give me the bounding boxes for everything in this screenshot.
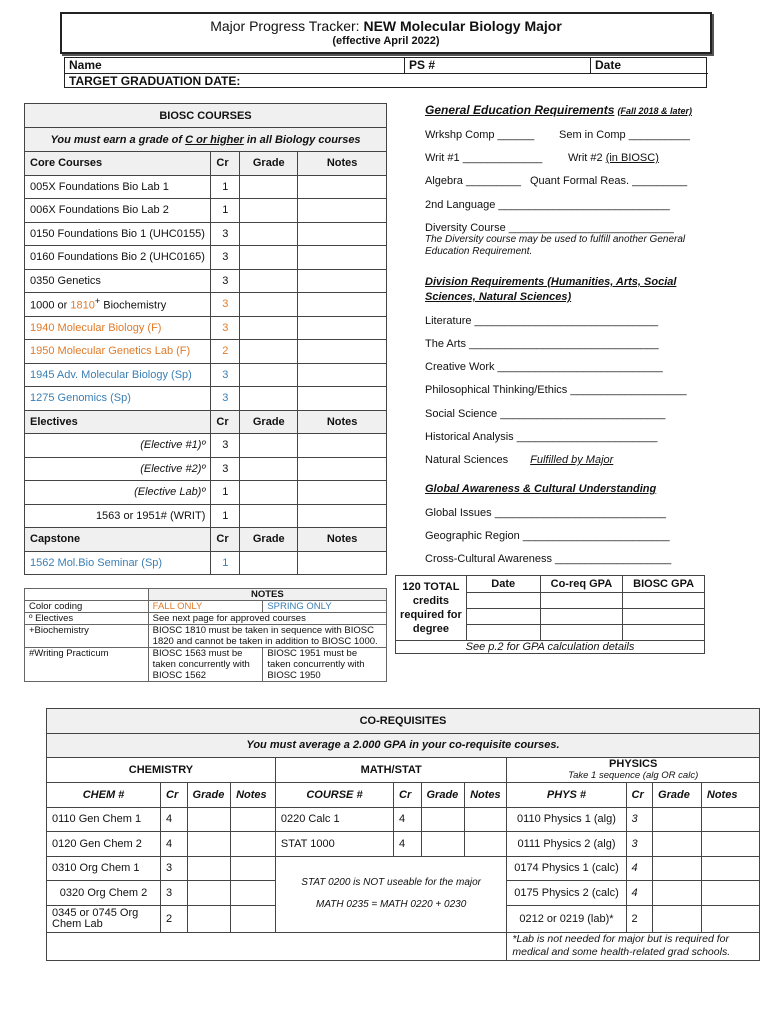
date-field[interactable]: Date	[591, 58, 708, 74]
second-language[interactable]: 2nd Language ____________________________	[425, 199, 670, 211]
global-issues[interactable]: Global Issues ____________________________	[425, 507, 666, 519]
the-arts[interactable]: The Arts _______________________________	[425, 338, 659, 350]
table-cell[interactable]	[701, 807, 759, 832]
name-field[interactable]: Name	[65, 58, 405, 74]
table-cell: MATH/STAT	[275, 758, 507, 783]
table-row	[25, 340, 387, 364]
table-cell: 4	[161, 832, 187, 857]
historical-analysis[interactable]: Historical Analysis _______________________	[425, 431, 658, 443]
table-row	[25, 434, 387, 458]
table-cell: CHEM #	[47, 783, 161, 808]
table-cell[interactable]	[540, 609, 623, 625]
table-row	[25, 175, 387, 199]
table-cell[interactable]	[298, 340, 387, 364]
table-cell[interactable]	[240, 269, 298, 293]
table-cell[interactable]	[653, 807, 702, 832]
table-cell: 006X Foundations Bio Lab 2	[25, 199, 211, 223]
table-cell: Notes	[298, 528, 387, 552]
table-cell[interactable]	[187, 832, 231, 857]
table-cell[interactable]	[466, 625, 540, 641]
table-cell: Grade	[187, 783, 231, 808]
literature[interactable]: Literature ______________________________	[425, 315, 659, 327]
table-cell[interactable]	[187, 881, 231, 906]
table-cell: 3	[211, 457, 240, 481]
table-cell: º Electives	[25, 613, 149, 625]
table-cell: Notes	[298, 152, 387, 176]
geographic-region[interactable]: Geographic Region ________________________	[425, 530, 670, 542]
table-cell: BIOSC GPA	[623, 576, 705, 593]
table-cell[interactable]	[298, 504, 387, 528]
table-cell[interactable]	[623, 609, 705, 625]
table-cell: 1945 Adv. Molecular Biology (Sp)	[25, 363, 211, 387]
coreq-note: You must average a 2.000 GPA in your co-requisite courses.	[47, 733, 760, 758]
table-cell: 0212 or 0219 (lab)*	[507, 905, 626, 932]
table-cell[interactable]	[298, 269, 387, 293]
table-cell: +Biochemistry	[25, 625, 149, 648]
table-cell[interactable]	[298, 246, 387, 270]
table-cell: Cr	[211, 152, 240, 176]
table-row	[25, 457, 387, 481]
electives-header	[25, 410, 387, 434]
table-cell[interactable]	[231, 905, 276, 932]
table-cell: STAT 0200 is NOT useable for the major MATH 0235 = MATH 0220 + 0230	[275, 856, 507, 932]
table-cell: Grade	[240, 152, 298, 176]
table-cell[interactable]	[240, 457, 298, 481]
table-cell[interactable]	[298, 434, 387, 458]
table-cell: 1	[211, 551, 240, 575]
table-cell[interactable]	[701, 856, 759, 881]
table-cell: 3	[626, 807, 652, 832]
table-cell[interactable]	[653, 832, 702, 857]
table-cell[interactable]	[240, 199, 298, 223]
table-cell: See next page for approved courses	[148, 613, 386, 625]
table-cell[interactable]	[701, 905, 759, 932]
table-cell: 0220 Calc 1	[275, 807, 393, 832]
table-cell: 3	[211, 434, 240, 458]
table-cell[interactable]	[298, 316, 387, 340]
table-cell: 1563 or 1951# (WRIT)	[25, 504, 211, 528]
table-cell[interactable]	[231, 881, 276, 906]
gen-ed-section: General Education Requirements (Fall 2018 & later) Wrkshp Comp ______ Sem in Comp __________ Writ #1 _____________ Writ #2 (in BIOSC) Algebra _________ Quant Formal Reas. _________ 2nd Language ____________________________ Diversity Course ___________________________ The Diversity course may be used to fulfill another General Education Requirement. Division Requirements (Humanities, Arts, Social Sciences, Natural Sciences) Literature ______________________________ The Arts _______________________________ Creative Work ___________________________ Philosophical Thinking/Ethics ___________________ Social Science ___________________________ Historical Analysis _______________________ Natural Sciences Fulfilled by Major Global Awareness & Cultural Understanding Global Issues ____________________________ Geographic Region ________________________ Cross-Cultural Awareness ___________________	[425, 103, 725, 583]
table-cell: 3	[211, 387, 240, 411]
table-row	[25, 387, 387, 411]
table-cell[interactable]	[298, 551, 387, 575]
table-cell: 1	[211, 175, 240, 199]
table-cell: FALL ONLY	[148, 601, 263, 613]
table-cell: Cr	[161, 783, 187, 808]
table-cell[interactable]	[231, 832, 276, 857]
table-cell[interactable]	[240, 340, 298, 364]
natural-sciences: Natural Sciences Fulfilled by Major	[425, 454, 614, 466]
table-cell: 1	[211, 504, 240, 528]
table-row	[47, 832, 760, 857]
core-header	[25, 152, 387, 176]
table-cell: Electives	[25, 410, 211, 434]
table-cell: 0160 Foundations Bio 2 (UHC0165)	[25, 246, 211, 270]
gpa-table	[395, 575, 705, 654]
table-row	[25, 293, 387, 317]
table-cell: Color coding	[25, 601, 149, 613]
algebra[interactable]: Algebra _________	[425, 175, 522, 187]
page-title: Major Progress Tracker: NEW Molecular Biology Major	[210, 18, 562, 34]
table-cell[interactable]	[240, 175, 298, 199]
table-cell: Notes	[298, 410, 387, 434]
table-cell: Cr	[626, 783, 652, 808]
sem-in-comp[interactable]: Sem in Comp __________	[559, 129, 690, 141]
global-title: Global Awareness & Cultural Understanding	[425, 483, 657, 495]
table-cell: 0120 Gen Chem 2	[47, 832, 161, 857]
student-info	[64, 57, 707, 88]
table-cell[interactable]	[623, 593, 705, 609]
gen-ed-title: General Education Requirements	[425, 103, 615, 117]
table-cell: 1940 Molecular Biology (F)	[25, 316, 211, 340]
table-cell[interactable]	[298, 481, 387, 505]
table-cell[interactable]	[466, 593, 540, 609]
table-cell: SPRING ONLY	[263, 601, 387, 613]
table-cell: PHYSICS Take 1 sequence (alg OR calc)	[507, 758, 760, 783]
table-cell[interactable]	[240, 316, 298, 340]
table-cell: Co-req GPA	[540, 576, 623, 593]
table-cell[interactable]	[298, 222, 387, 246]
table-cell[interactable]	[298, 199, 387, 223]
writ-1[interactable]: Writ #1 _____________	[425, 152, 543, 164]
table-cell: 0320 Org Chem 2	[47, 881, 161, 906]
table-cell: Notes	[465, 783, 507, 808]
phys-lab-note: *Lab is not needed for major but is required for medical and some health-related grad schools.	[507, 932, 760, 960]
table-cell: 0150 Foundations Bio 1 (UHC0155)	[25, 222, 211, 246]
table-cell[interactable]	[240, 551, 298, 575]
table-cell[interactable]	[240, 246, 298, 270]
title-box	[60, 12, 712, 54]
table-row	[25, 222, 387, 246]
table-cell[interactable]	[298, 175, 387, 199]
table-cell: Capstone	[25, 528, 211, 552]
table-cell[interactable]	[298, 387, 387, 411]
table-cell: BIOSC 1563 must be taken concurrently with BIOSC 1562	[148, 648, 263, 682]
division-title: Division Requirements (Humanities, Arts, Social Sciences, Natural Sciences)	[425, 276, 677, 303]
biosc-table	[24, 103, 387, 575]
table-row	[25, 363, 387, 387]
target-graduation[interactable]: TARGET GRADUATION DATE:	[69, 74, 241, 88]
table-cell: 3	[161, 856, 187, 881]
table-row	[25, 481, 387, 505]
table-cell: 4	[394, 832, 421, 857]
table-cell[interactable]	[653, 856, 702, 881]
table-cell[interactable]	[465, 832, 507, 857]
cross-cultural[interactable]: Cross-Cultural Awareness ___________________	[425, 553, 672, 565]
table-cell[interactable]	[623, 625, 705, 641]
table-cell: Grade	[240, 528, 298, 552]
table-cell[interactable]	[701, 832, 759, 857]
table-cell: STAT 1000	[275, 832, 393, 857]
table-cell[interactable]	[187, 905, 231, 932]
notes-title: NOTES	[148, 589, 386, 601]
table-cell: Cr	[394, 783, 421, 808]
table-cell[interactable]	[187, 807, 231, 832]
table-cell: (Elective #2)º	[25, 457, 211, 481]
table-cell: 005X Foundations Bio Lab 1	[25, 175, 211, 199]
table-row	[47, 807, 760, 832]
table-cell[interactable]	[298, 457, 387, 481]
table-row	[25, 504, 387, 528]
table-cell: (Elective Lab)º	[25, 481, 211, 505]
capstone-header	[25, 528, 387, 552]
table-cell: 2	[211, 340, 240, 364]
table-cell: 3	[626, 832, 652, 857]
table-cell: 4	[161, 807, 187, 832]
table-cell[interactable]	[298, 363, 387, 387]
table-cell: 0174 Physics 1 (calc)	[507, 856, 626, 881]
philosophical-thinking[interactable]: Philosophical Thinking/Ethics ___________________	[425, 384, 687, 396]
table-cell: PHYS #	[507, 783, 626, 808]
writ-2[interactable]: Writ #2 (in BIOSC)	[568, 152, 659, 164]
table-row	[25, 551, 387, 575]
table-cell: Grade	[653, 783, 702, 808]
table-cell[interactable]	[240, 363, 298, 387]
total-credits: 120 TOTAL credits required for degree	[396, 576, 467, 641]
table-cell: 1000 or 1810+ Biochemistry	[25, 293, 211, 317]
table-cell: 0350 Genetics	[25, 269, 211, 293]
table-cell[interactable]	[298, 293, 387, 317]
table-cell: #Writing Practicum	[25, 648, 149, 682]
table-cell: 0175 Physics 2 (calc)	[507, 881, 626, 906]
table-cell[interactable]	[421, 807, 465, 832]
table-cell: 3	[211, 246, 240, 270]
table-cell: 3	[211, 269, 240, 293]
table-cell[interactable]	[187, 856, 231, 881]
social-science[interactable]: Social Science ___________________________	[425, 408, 666, 420]
table-cell[interactable]	[240, 387, 298, 411]
notes-table	[24, 588, 387, 682]
table-cell[interactable]	[240, 481, 298, 505]
table-cell[interactable]	[701, 881, 759, 906]
table-cell[interactable]	[231, 807, 276, 832]
table-cell: CHEMISTRY	[47, 758, 276, 783]
table-row	[25, 269, 387, 293]
coreq-title: CO-REQUISITES	[47, 709, 760, 734]
table-cell: 1275 Genomics (Sp)	[25, 387, 211, 411]
gpa-note: See p.2 for GPA calculation details	[396, 641, 705, 654]
quant-formal-reas[interactable]: Quant Formal Reas. _________	[530, 175, 688, 187]
table-cell: 4	[394, 807, 421, 832]
table-cell: Grade	[240, 410, 298, 434]
table-cell: 1950 Molecular Genetics Lab (F)	[25, 340, 211, 364]
table-cell	[47, 932, 507, 960]
table-cell[interactable]	[653, 905, 702, 932]
table-cell	[25, 589, 149, 601]
table-cell: Core Courses	[25, 152, 211, 176]
table-cell: Grade	[421, 783, 465, 808]
table-cell: 1562 Mol.Bio Seminar (Sp)	[25, 551, 211, 575]
table-cell: 0110 Gen Chem 1	[47, 807, 161, 832]
table-row	[25, 246, 387, 270]
table-cell: 1	[211, 481, 240, 505]
table-cell: Notes	[231, 783, 276, 808]
table-cell[interactable]	[231, 856, 276, 881]
table-cell: 2	[626, 905, 652, 932]
table-cell: Notes	[701, 783, 759, 808]
table-cell[interactable]	[240, 293, 298, 317]
table-cell: BIOSC 1951 must be taken concurrently with BIOSC 1950	[263, 648, 387, 682]
table-row	[25, 199, 387, 223]
table-cell: 3	[211, 363, 240, 387]
diversity-course[interactable]: Diversity Course ___________________________	[425, 222, 674, 234]
ps-field[interactable]: PS #	[405, 58, 591, 74]
table-cell: 3	[161, 881, 187, 906]
wrkshp-comp[interactable]: Wrkshp Comp ______	[425, 129, 535, 141]
grade-requirement: You must earn a grade of C or higher in all Biology courses	[25, 128, 387, 152]
coreq-table	[46, 708, 760, 961]
page-subtitle: (effective April 2022)	[332, 35, 440, 47]
table-cell: 3	[211, 293, 240, 317]
table-cell: 4	[626, 881, 652, 906]
table-cell: 4	[626, 856, 652, 881]
table-cell: 3	[211, 222, 240, 246]
table-cell: Cr	[211, 528, 240, 552]
table-cell[interactable]	[540, 593, 623, 609]
table-cell[interactable]	[240, 504, 298, 528]
table-cell: BIOSC 1810 must be taken in sequence with BIOSC 1820 and cannot be taken in addition to BIOSC 1000.	[148, 625, 386, 648]
table-cell[interactable]	[466, 609, 540, 625]
table-cell: Cr	[211, 410, 240, 434]
table-cell: 1	[211, 199, 240, 223]
table-cell[interactable]	[240, 434, 298, 458]
creative-work[interactable]: Creative Work ___________________________	[425, 361, 663, 373]
table-cell[interactable]	[653, 881, 702, 906]
table-cell: Date	[466, 576, 540, 593]
table-cell: 0110 Physics 1 (alg)	[507, 807, 626, 832]
table-cell[interactable]	[240, 222, 298, 246]
table-cell[interactable]	[540, 625, 623, 641]
table-row	[25, 316, 387, 340]
table-cell: (Elective #1)º	[25, 434, 211, 458]
table-cell[interactable]	[465, 807, 507, 832]
table-row	[47, 856, 760, 881]
diversity-note: The Diversity course may be used to fulfill another General Education Requirement.	[425, 234, 686, 257]
table-cell: 3	[211, 316, 240, 340]
table-cell: 2	[161, 905, 187, 932]
table-cell: 0111 Physics 2 (alg)	[507, 832, 626, 857]
table-cell: 0310 Org Chem 1	[47, 856, 161, 881]
table-cell[interactable]	[421, 832, 465, 857]
biosc-title: BIOSC COURSES	[25, 104, 387, 128]
table-cell: COURSE #	[275, 783, 393, 808]
table-cell: 0345 or 0745 Org Chem Lab	[47, 905, 161, 932]
